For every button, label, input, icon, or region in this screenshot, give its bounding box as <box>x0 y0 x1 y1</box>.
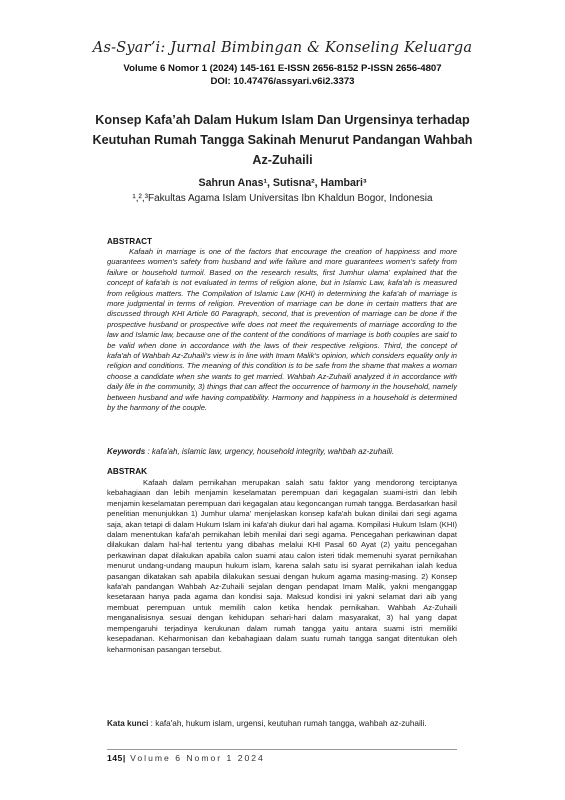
abstract-en-heading: ABSTRACT <box>107 237 153 246</box>
keywords-en <box>107 447 457 456</box>
keywords-id <box>107 719 457 728</box>
article-authors: Sahrun Anas¹, Sutisna², Hambari³ <box>198 177 367 189</box>
keywords-id-values: : kafa'ah, hukum islam, urgensi, keutuhan rumah tangga, wahbah az-zuhaili. <box>148 719 427 728</box>
page-footer <box>107 753 265 763</box>
article-title: Konsep Kafa’ah Dalam Hukum Islam Dan Urgensinya terhadap Keutuhan Rumah Tangga Sakinah Menurut Pandangan Wahbah Az-Zuhaili <box>92 113 473 167</box>
article-affiliation: ¹,²,³Fakultas Agama Islam Universitas Ibn Khaldun Bogor, Indonesia <box>132 193 433 204</box>
abstract-en-body: Kafaah in marriage is one of the factors that encourage the creation of happiness and more guarantees women's safety from husband and wife failure and more guarantees women's safety from failure or household turmoil. Based on the research results, first Jumhur ulama' explained that the concept of kafa'ah is not evaluated in terms of religion alone, but in Islamic Law, kafa'ah is measured from religious matters. The Compilation of Islamic Law (KHI) in determining the kafa'ah of marriage is more judgmental in terms of religion. Prevention of marriage can be done in certain matters that are discussed through KHI Article 60 Paragraph, second, that is prevention of marriage can be done if the prospective husband or prospective wife does not meet the requirements of marriage according to the law and Islamic law, because one of the content of the conditions of marriage is both couples are said to be valid when done in accordance with the laws of their respective religions. Third, the concept of kafa'ah of Wahbah Az-Zuhaili's view is in line with Imam Malik's opinion, which considers equality only in religion and conditions. The meaning of this condition is to be safe from the shame that makes a woman choose a candidate when she wants to get married. Wahbah Az-Zuhaili analyzed it in accordance with daily life in the community, 3) things that can affect the occurrence of harmony in the household, namely between husband and wife having compatibility. Harmony and happiness in a household is determined by the harmony of the couple. <box>107 247 457 413</box>
abstract-id-body: Kafaah dalam pernikahan merupakan salah satu faktor yang mendorong terciptanya kebahagiaan dan lebih menjamin keselamatan perempuan dari kegagalan suami-istri dan lebih menjamin keselamatan perempuan dari kegagalan atau kegoncangan rumah tangga. Berdasarkan hasil penelitian menunjukkan 1) Jumhur ulama' menjelaskan konsep kafa'ah bukan dinilai dari segi agama saja, akan tetapi di dalam Hukum Islam ini kafa'ah diukur dari hal agama. Kompilasi Hukum Islam (KHI) dalam menentukan kafa'ah pernikahan lebih menilai dari segi agama. Pencegahan perkawinan dapat dilakukan dalam hal-hal tertentu yang dibahas melalui KHI Pasal 60 Ayat (2) yaitu pencegahan perkawinan dapat dilakukan apabila calon suami atau calon isteri tidak memenuhi syarat pernikahan menurut undang-undang maupun hukum islam, karena salah satu isi syarat pernikahan ialah kedua pasangan dikatakan sah apabila dilakukan sesuai dengan hukum agama masing-masing. 2) Konsep kafa'ah pandangan Wahbah Az-Zuhaili sejalan dengan pendapat Imam Malik, yakni menganggap kesetaraan hanya pada agama dan kondisi saja. Maksud kondisi ini yakni selamat dari aib yang membuat perempuan untuk memilih calon ketika hendak pernikahan. Wahbah Az-Zuhaili menganalisisnya sesuai dengan kehidupan sehari-hari dalam masyarakat, 3) hal yang dapat mempengaruhi terjadinya kerukunan dalam rumah tangga yaitu antara suami istri memiliki kesepadanan. Keharmonisan dan kebahagiaan dalam suatu rumah tangga sangat ditentukan oleh keharmonisan pasangan tersebut. <box>107 478 457 654</box>
footer-volume: Volume 6 Nomor 1 2024 <box>125 753 265 763</box>
doi-line: DOI: 10.47476/assyari.v6i2.3373 <box>210 76 355 87</box>
volume-issn-line: Volume 6 Nomor 1 (2024) 145-161 E-ISSN 2656-8152 P-ISSN 2656-4807 <box>123 63 442 74</box>
abstract-id-heading: ABSTRAK <box>107 467 148 476</box>
page-number: 145| <box>107 753 126 763</box>
footer-divider <box>107 749 457 750</box>
keywords-en-label: Keywords <box>107 447 146 456</box>
journal-title: As-Syar’i: Jurnal Bimbingan & Konseling Keluarga <box>92 40 473 56</box>
keywords-id-label: Kata kunci <box>107 719 149 728</box>
keywords-en-values: : kafa'ah, islamic law, urgency, household integrity, wahbah az-zuhaili. <box>145 447 395 456</box>
